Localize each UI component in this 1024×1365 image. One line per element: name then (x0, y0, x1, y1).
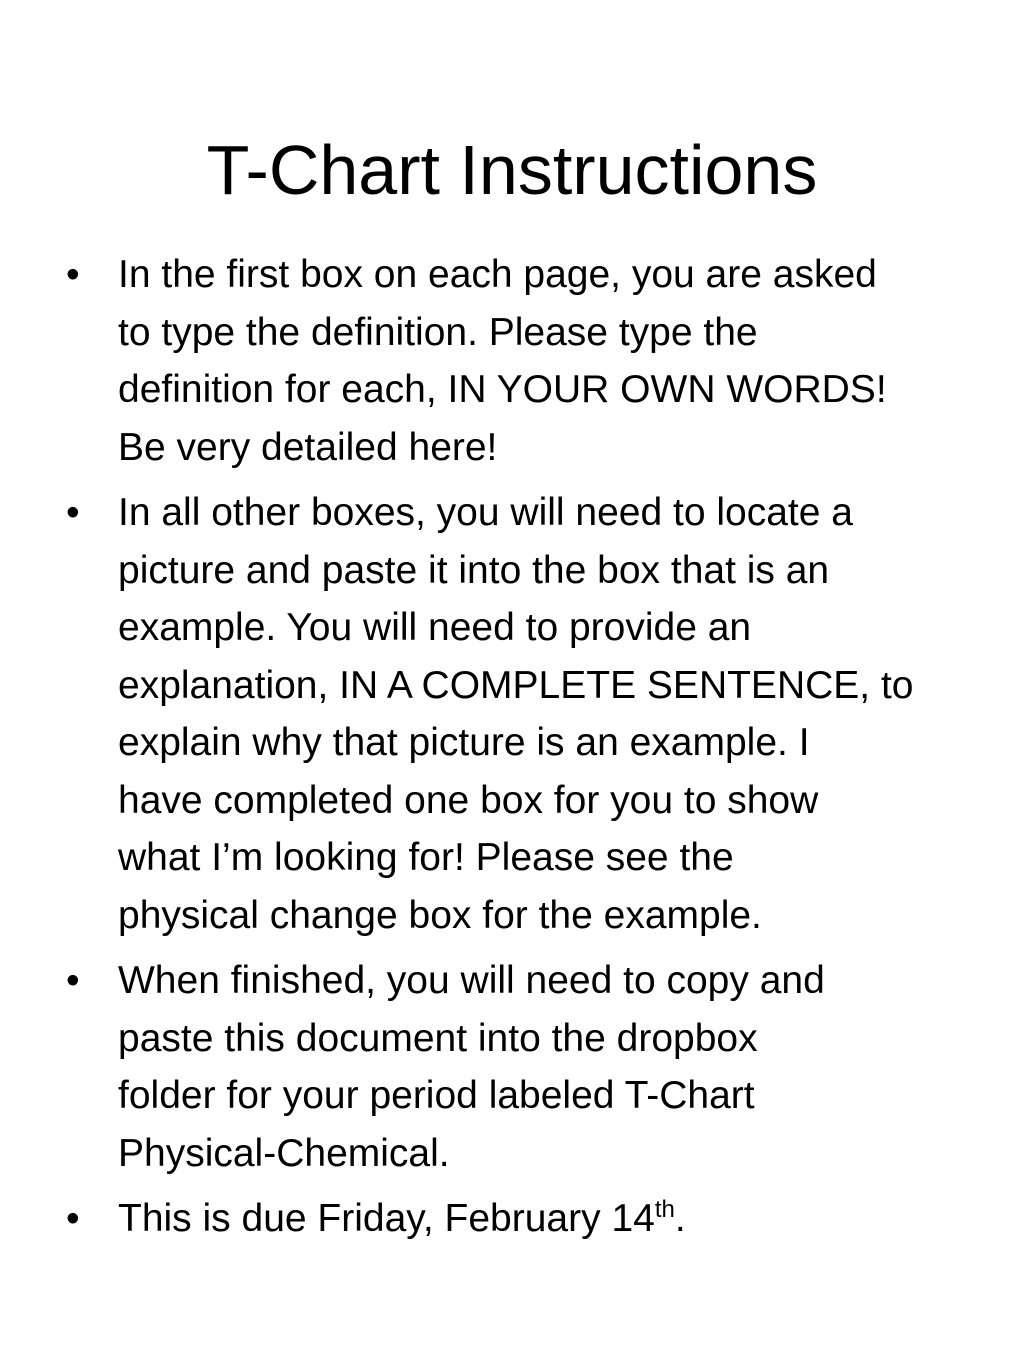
instruction-list (62, 246, 962, 1256)
bullet-line: explanation, IN A COMPLETE SENTENCE, to (118, 663, 914, 707)
bullet-line: Physical-Chemical. (118, 1131, 450, 1175)
bullet-picture-instructions (62, 484, 962, 944)
ordinal-superscript: th (654, 1196, 675, 1223)
bullet-dot-icon: • (66, 959, 80, 1002)
bullet-dot-icon: • (66, 1197, 80, 1240)
bullet-line: example. You will need to provide an (118, 606, 752, 649)
bullet-text (118, 952, 962, 1182)
bullet-line: explain why that picture is an example. I (118, 721, 810, 764)
slide-title: T-Chart Instructions (206, 131, 818, 209)
bullet-line: physical change box for the example. (118, 893, 762, 937)
due-date-period: . (674, 1197, 686, 1240)
bullet-line: In the first box on each page, you are asked (118, 253, 877, 296)
due-date-text: This is due Friday, February 14 (118, 1197, 655, 1240)
bullet-due-date (62, 1190, 962, 1248)
bullet-line: paste this document into the dropbox (118, 1016, 758, 1060)
bullet-line: When finished, you will need to copy and (118, 959, 825, 1002)
bullet-definition-instructions (62, 246, 962, 476)
bullet-line: In all other boxes, you will need to locate a (118, 491, 853, 534)
bullet-dot-icon: • (66, 253, 80, 296)
bullet-submission-instructions (62, 952, 962, 1182)
bullet-line: picture and paste it into the box that is an (118, 548, 830, 592)
bullet-text (118, 484, 962, 944)
bullet-line: have completed one box for you to show (118, 778, 819, 822)
bullet-line: what I’m looking for! Please see the (118, 836, 734, 879)
bullet-line: Be very detailed here! (118, 425, 498, 469)
bullet-text (118, 246, 962, 476)
bullet-text (118, 1190, 962, 1248)
bullet-dot-icon: • (66, 491, 80, 534)
bullet-line: folder for your period labeled T-Chart (118, 1074, 755, 1117)
bullet-line: definition for each, IN YOUR OWN WORDS! (118, 368, 887, 411)
bullet-line: to type the definition. Please type the (118, 310, 758, 354)
